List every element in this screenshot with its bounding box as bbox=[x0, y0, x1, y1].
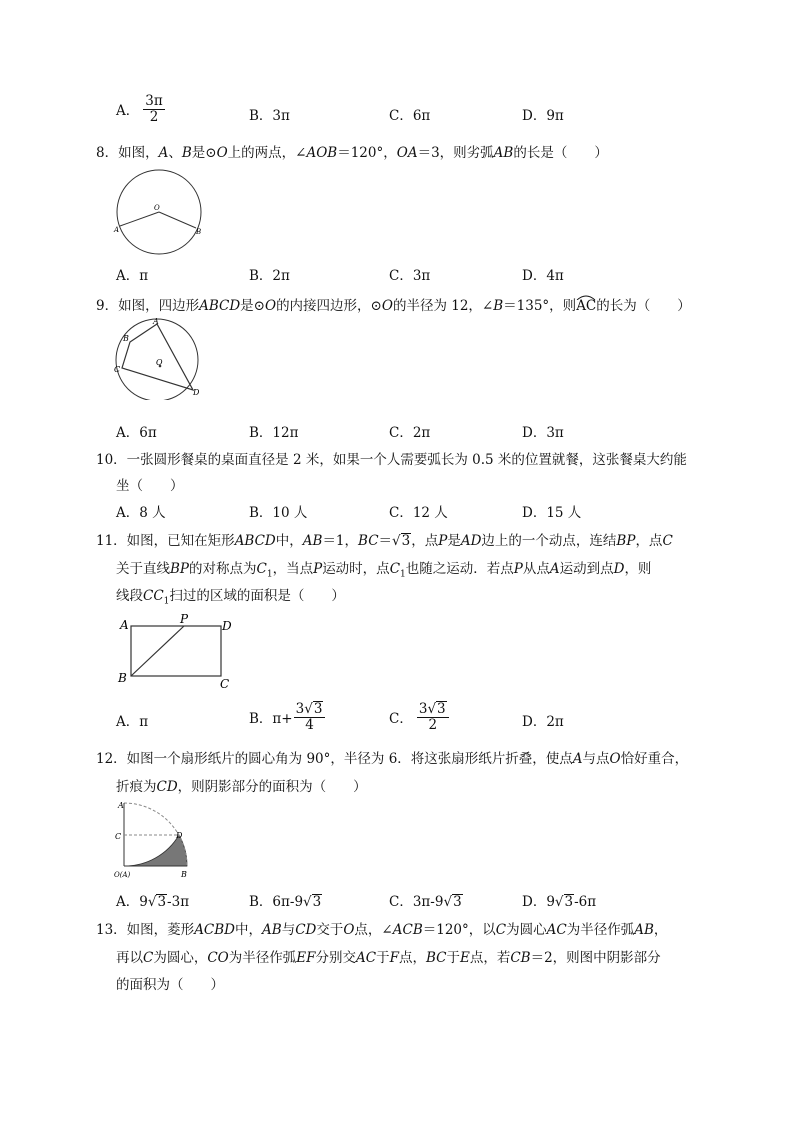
q11-option-c-numerator: 3√3 bbox=[417, 701, 449, 718]
q11-option-c-coef: 3 bbox=[418, 701, 428, 717]
q8-option-c: C．3π bbox=[389, 268, 431, 284]
q9-stem-text-6: 的长为（ ） bbox=[596, 298, 691, 314]
q12-var-cd: CD bbox=[156, 779, 178, 795]
q11-option-b-numerator: 3√3 bbox=[294, 701, 326, 718]
q12-unused bbox=[124, 866, 187, 874]
q8-var-b: B bbox=[181, 145, 192, 161]
q9-arc-notation bbox=[576, 298, 596, 314]
q10-stem-line-1: 10．一张圆形餐桌的桌面直径是 2 米，如果一个人需要弧长为 0.5 米的位置就餐，这张餐桌大约能 bbox=[96, 452, 687, 468]
q8-stem-text-3: 上的两点，∠ bbox=[227, 145, 307, 161]
q8-label-b: B bbox=[196, 228, 202, 236]
q8-radius-ob bbox=[159, 212, 196, 228]
q8-stem-text-4: ＝120°， bbox=[337, 145, 397, 161]
q11-l2-text-f: 从点 bbox=[522, 561, 550, 577]
q11-option-b bbox=[249, 701, 325, 733]
q12-l2-text-b: ，则阴影部分的面积为（ ） bbox=[177, 779, 367, 795]
q11-l1-text-b: 中， bbox=[275, 533, 303, 549]
q11-l2-sub-2: 1 bbox=[400, 569, 406, 580]
q9-stem-text-1: 9．如图，四边形 bbox=[96, 298, 200, 314]
q13-l2-text-h: 点，若 bbox=[469, 950, 511, 966]
q9-label-d: D bbox=[193, 388, 200, 397]
q11-var-c: C bbox=[662, 533, 673, 549]
q12-label-b: B bbox=[181, 870, 187, 879]
q7-option-a bbox=[116, 94, 165, 125]
q12-option-b-radicand: 3 bbox=[312, 894, 322, 910]
q11-l2-text-b: 的对称点为 bbox=[189, 561, 257, 577]
q9-var-abcd: ABCD bbox=[199, 298, 241, 314]
q12-label-d: D bbox=[176, 831, 183, 840]
q10-option-c: C．12 人 bbox=[389, 505, 448, 521]
q12-option-b: B．6π-9√3 bbox=[249, 894, 322, 910]
q13-l2-var-c: C bbox=[143, 950, 154, 966]
q11-var-ab: AB bbox=[302, 533, 323, 549]
q13-l2-text-g: 于 bbox=[446, 950, 460, 966]
q11-option-a: A．π bbox=[116, 714, 149, 730]
q11-l2-text-g: 运动到点 bbox=[559, 561, 614, 577]
q13-l1-text-f: ＝120°，以 bbox=[422, 922, 496, 938]
q11-option-b-prefix: B．π+ bbox=[249, 710, 293, 727]
q13-l1-text-b: 中， bbox=[235, 922, 263, 938]
q13-l1-text-h: 为半径作弧 bbox=[566, 922, 635, 938]
q12-l1-text-b: 与点 bbox=[582, 751, 610, 767]
q11-l2-text-e: 也随之运动．若点 bbox=[405, 561, 514, 577]
q13-l1-text-a: 13．如图，菱形 bbox=[96, 922, 195, 938]
q8-option-a: A．π bbox=[116, 268, 149, 284]
q11-option-c-radicand: 3 bbox=[437, 701, 446, 717]
q9-arc-label: AC bbox=[576, 298, 597, 314]
q11-l1-text-c: ＝1， bbox=[322, 533, 359, 549]
q11-l2-sub-1: 1 bbox=[266, 569, 273, 580]
q8-option-b: B．2π bbox=[249, 268, 290, 284]
q9-label-a: A bbox=[153, 317, 159, 326]
q13-l1-text-d: 交于 bbox=[316, 922, 344, 938]
q11-l1-text-f: 是 bbox=[447, 533, 461, 549]
q13-var-o: O bbox=[343, 922, 355, 938]
q7-option-d: D．9π bbox=[522, 108, 564, 124]
q13-l1-text-g: 为圆心 bbox=[506, 922, 547, 938]
q8-stem-text-1: 8．如图， bbox=[96, 145, 159, 161]
q8-figure bbox=[112, 168, 212, 258]
q11-l2-text-c: ，当点 bbox=[272, 561, 314, 577]
q12-l1-text-a: 12．如图一个扇形纸片的圆心角为 90°，半径为 6．将这张扇形纸片折叠，使点 bbox=[96, 751, 573, 767]
q11-var-ad: AD bbox=[460, 533, 482, 549]
q10-option-d: D．15 人 bbox=[522, 505, 582, 521]
q11-l2-text-a: 关于直线 bbox=[116, 561, 170, 577]
q9-option-d: D．3π bbox=[522, 425, 564, 441]
q9-figure bbox=[112, 316, 212, 400]
q13-stem-line-1 bbox=[96, 918, 667, 938]
q13-var-cd: CD bbox=[295, 922, 317, 938]
q11-l3-text-a: 线段 bbox=[116, 588, 143, 604]
q12-option-d-prefix: D．9 bbox=[522, 894, 555, 910]
q11-l2-var-p2: P bbox=[513, 561, 523, 577]
q13-stem-line-2 bbox=[116, 946, 661, 966]
q12-option-a-prefix: A．9 bbox=[116, 894, 148, 910]
q8-stem bbox=[96, 141, 608, 161]
q11-label-d: D bbox=[222, 619, 232, 633]
q11-option-c-denominator: 2 bbox=[428, 716, 438, 733]
q11-l2-var-d: D bbox=[613, 561, 625, 577]
q11-l3-var-cc: CC bbox=[143, 588, 164, 604]
q11-l2-var-c1b: C bbox=[389, 561, 401, 577]
q11-l2-var-c1: C bbox=[256, 561, 267, 577]
q8-stem-text-5: ＝3，则劣弧 bbox=[417, 145, 494, 161]
q13-l1-text-e: 点，∠ bbox=[354, 922, 393, 938]
q13-l2-text-f: 点， bbox=[398, 950, 426, 966]
q9-stem-text-2: 是⊙ bbox=[240, 298, 265, 314]
q7-option-a-numerator: 3π bbox=[145, 93, 163, 109]
q13-l2-var-cb: CB bbox=[510, 950, 531, 966]
q13-l2-text-i: ＝2，则图中阴影部分 bbox=[530, 950, 661, 966]
q11-stem-line-3 bbox=[116, 584, 345, 607]
q11-segment-bp bbox=[131, 626, 184, 676]
q11-l2-text-d: 运动时，点 bbox=[322, 561, 390, 577]
q11-option-b-denominator: 4 bbox=[305, 716, 314, 733]
q12-label-c: C bbox=[115, 832, 122, 841]
q8-var-oa: OA bbox=[396, 145, 418, 161]
q12-option-d-suffix: -6π bbox=[574, 894, 597, 910]
q7-option-a-fraction bbox=[143, 94, 164, 125]
q11-l2-text-h: ，则 bbox=[624, 561, 652, 577]
q11-option-c bbox=[389, 701, 449, 733]
q13-var-ac: AC bbox=[546, 922, 567, 938]
q11-option-b-radicand: 3 bbox=[313, 701, 323, 717]
q8-stem-sep: 、 bbox=[168, 145, 182, 161]
q11-l2-var-bp: BP bbox=[170, 561, 190, 577]
q13-var-acb: ACB bbox=[392, 922, 423, 938]
q12-label-oa: O(A) bbox=[114, 871, 131, 879]
q8-label-o: O bbox=[154, 204, 160, 212]
q13-l2-text-b: 为圆心， bbox=[153, 950, 208, 966]
q13-l2-text-c: 为半径作弧 bbox=[228, 950, 297, 966]
q9-stem-text-4: 的半径为 12，∠ bbox=[392, 298, 494, 314]
q9-stem-text-3: 的内接四边形，⊙ bbox=[276, 298, 382, 314]
q10-stem-line-2: 坐（ ） bbox=[116, 478, 184, 494]
q11-var-p: P bbox=[438, 533, 448, 549]
q12-option-c-radicand: 3 bbox=[453, 894, 462, 910]
q12-l1-text-c: 恰好重合， bbox=[620, 751, 689, 767]
q13-l2-var-bc: BC bbox=[425, 950, 447, 966]
q11-stem-line-1 bbox=[96, 529, 673, 549]
q10-option-b: B．10 人 bbox=[249, 505, 308, 521]
q11-l3-sub: 1 bbox=[163, 596, 170, 607]
q13-var-ab2: AB bbox=[634, 922, 654, 938]
q9-arc-mark bbox=[576, 294, 596, 300]
q9-var-b: B bbox=[493, 298, 504, 314]
q13-l2-var-ef: EF bbox=[296, 950, 316, 966]
q11-var-bc: BC bbox=[358, 533, 379, 549]
q8-option-d: D．4π bbox=[522, 268, 564, 284]
q12-figure bbox=[110, 800, 200, 880]
q11-var-bp: BP bbox=[616, 533, 636, 549]
q13-l1-text-c: 与 bbox=[281, 922, 296, 938]
q7-option-a-prefix: A． bbox=[116, 103, 140, 120]
q12-option-a-radicand: 3 bbox=[157, 894, 167, 910]
q9-option-b: B．12π bbox=[249, 425, 299, 441]
q11-l1-text-a: 11．如图，已知在矩形 bbox=[96, 533, 235, 549]
q7-option-c: C．6π bbox=[389, 108, 431, 124]
q12-option-d: D．9√3-6π bbox=[522, 894, 597, 910]
q11-l1-text-g: 边上的一个动点，连结 bbox=[481, 533, 617, 549]
q9-stem-text-5: ＝135°，则 bbox=[503, 298, 577, 314]
q13-l2-var-co: CO bbox=[207, 950, 229, 966]
q12-option-c: C．3π-9√3 bbox=[389, 894, 462, 910]
q11-sqrt-sign: √ bbox=[392, 533, 401, 549]
q11-figure bbox=[114, 610, 244, 692]
q12-label-a: A bbox=[118, 801, 124, 810]
q13-var-ab: AB bbox=[262, 922, 282, 938]
q11-l2-var-p: P bbox=[313, 561, 323, 577]
q13-l2-text-a: 再以 bbox=[116, 950, 143, 966]
q8-stem-text-2: 是⊙ bbox=[191, 145, 217, 161]
q12-option-d-radicand: 3 bbox=[564, 894, 574, 910]
q11-label-a: A bbox=[120, 618, 129, 632]
q11-var-abcd: ABCD bbox=[234, 533, 276, 549]
q13-l2-var-ac: AC bbox=[355, 950, 377, 966]
q7-option-a-denominator: 2 bbox=[149, 108, 159, 125]
q12-option-c-prefix: C．3π-9 bbox=[389, 894, 444, 910]
q13-var-c: C bbox=[495, 922, 507, 938]
q13-stem-line-3: 的面积为（ ） bbox=[116, 977, 224, 993]
q9-option-c: C．2π bbox=[389, 425, 431, 441]
q8-var-ab: AB bbox=[493, 145, 514, 161]
q9-option-a: A．6π bbox=[116, 425, 157, 441]
q13-l1-text-i: ， bbox=[653, 922, 668, 938]
q9-label-o: O bbox=[156, 358, 163, 367]
q9-stem bbox=[96, 294, 691, 314]
q11-l1-text-d: ＝ bbox=[378, 533, 393, 549]
q12-var-o: O bbox=[609, 751, 621, 767]
q9-label-b: B bbox=[123, 334, 129, 343]
q12-option-a: A．9√3-3π bbox=[116, 894, 190, 910]
q9-var-o2: O bbox=[381, 298, 393, 314]
q13-l2-var-f: F bbox=[389, 950, 399, 966]
q12-option-b-prefix: B．6π-9 bbox=[249, 894, 304, 910]
q9-label-c: C bbox=[114, 365, 121, 374]
q12-stem-line-2 bbox=[116, 775, 367, 795]
q11-l2-var-a: A bbox=[549, 561, 560, 577]
q8-var-o: O bbox=[216, 145, 228, 161]
q11-label-b: B bbox=[118, 671, 127, 685]
q11-option-b-coef: 3 bbox=[295, 701, 305, 717]
q11-l1-text-h: ，点 bbox=[635, 533, 663, 549]
q12-var-a: A bbox=[572, 751, 583, 767]
q11-l1-text-e: ，点 bbox=[411, 533, 439, 549]
q11-sqrt-radicand: 3 bbox=[401, 533, 411, 549]
q8-radius-oa bbox=[120, 212, 159, 226]
q7-option-b: B．3π bbox=[249, 108, 290, 124]
q11-option-c-prefix: C． bbox=[389, 710, 413, 727]
q13-l2-var-e: E bbox=[459, 950, 470, 966]
q12-l2-text-a: 折痕为 bbox=[116, 779, 157, 795]
q13-l2-text-d: 分别交 bbox=[315, 950, 356, 966]
q10-option-a: A．8 人 bbox=[116, 505, 166, 521]
q13-l2-text-e: 于 bbox=[376, 950, 390, 966]
q9-var-o: O bbox=[264, 298, 277, 314]
q8-stem-text-6: 的长是（ ） bbox=[513, 145, 608, 161]
q12-option-a-suffix: -3π bbox=[167, 894, 190, 910]
q8-var-aob: AOB bbox=[306, 145, 338, 161]
q11-stem-line-2 bbox=[116, 557, 651, 580]
q8-var-a: A bbox=[158, 145, 169, 161]
q11-l3-text-b: 扫过的区域的面积是（ ） bbox=[169, 588, 345, 604]
q11-option-b-fraction bbox=[294, 701, 326, 733]
q9-quadrilateral bbox=[122, 324, 193, 390]
q8-label-a: A bbox=[114, 226, 120, 234]
q11-label-p: P bbox=[180, 612, 189, 626]
q12-stem-line-1 bbox=[96, 747, 688, 767]
q11-option-c-fraction bbox=[417, 701, 449, 733]
q13-var-acbd: ACBD bbox=[194, 922, 236, 938]
q11-option-d: D．2π bbox=[522, 714, 564, 730]
q11-label-c: C bbox=[220, 677, 230, 691]
